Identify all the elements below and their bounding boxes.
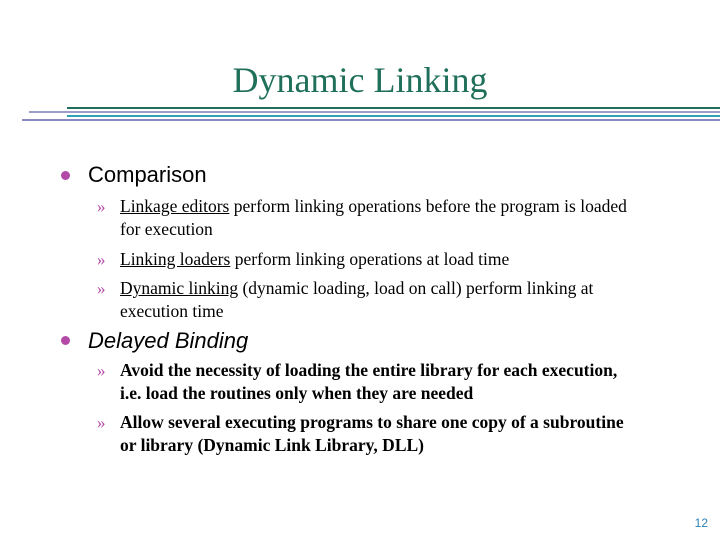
chevron-bullet-icon: »: [97, 250, 106, 269]
list-item: Allow several executing programs to share one copy of a subroutine or library (Dynamic Link Library, DLL): [120, 412, 624, 455]
section-heading: Comparison: [88, 162, 207, 187]
title-rule: [67, 107, 720, 109]
list-item: [120, 277, 640, 323]
page-number: 12: [694, 516, 708, 530]
item-text: (dynamic loading, load on call) perform linking at execution time: [120, 278, 594, 321]
item-text: perform linking operations before the program is loaded for execution: [120, 196, 627, 239]
chevron-bullet-icon: »: [97, 361, 106, 380]
list-item: [120, 248, 640, 271]
chevron-bullet-icon: »: [97, 413, 106, 432]
chevron-bullet-icon: »: [97, 197, 106, 216]
underlined-term: Linkage editors: [120, 196, 230, 216]
title-rule: [67, 115, 720, 117]
list-item: [120, 195, 640, 241]
slide-title: Dynamic Linking: [232, 60, 488, 100]
underlined-term: Linking loaders: [120, 249, 231, 269]
title-rule: [29, 111, 720, 113]
round-bullet-icon: [61, 171, 70, 180]
round-bullet-icon: [61, 336, 70, 345]
item-text: perform linking operations at load time: [230, 249, 510, 269]
title-rule: [22, 119, 720, 121]
chevron-bullet-icon: »: [97, 279, 106, 298]
section-heading: Delayed Binding: [88, 328, 249, 353]
underlined-term: Dynamic linking: [120, 278, 239, 298]
list-item: Avoid the necessity of loading the entire library for each execution, i.e. load the routines only when they are needed: [120, 360, 618, 403]
